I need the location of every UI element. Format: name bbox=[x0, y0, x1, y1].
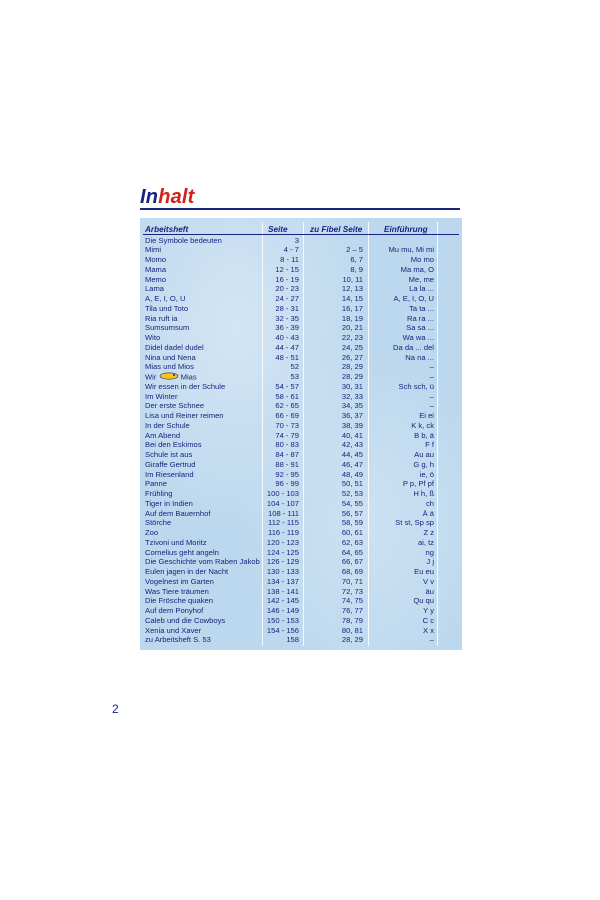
row-seite: 84 - 87 bbox=[275, 450, 299, 459]
row-seite: 24 - 27 bbox=[275, 294, 299, 303]
row-seite: 66 - 69 bbox=[275, 411, 299, 420]
row-title: Mama bbox=[145, 264, 167, 274]
table-row bbox=[0, 489, 600, 499]
table-row bbox=[0, 401, 600, 411]
row-seite: 48 - 51 bbox=[275, 352, 299, 362]
row-seite: 158 bbox=[286, 635, 299, 645]
table-row bbox=[0, 362, 600, 372]
row-seite: 150 - 153 bbox=[266, 615, 299, 625]
row-title: Lama bbox=[145, 284, 164, 294]
title-part-2: halt bbox=[158, 186, 195, 208]
row-fibel-seite: 24, 25 bbox=[341, 342, 363, 352]
row-seite: 74 - 79 bbox=[275, 430, 299, 440]
table-row bbox=[0, 635, 600, 645]
row-title: Mimi bbox=[145, 245, 162, 255]
row-title: Am Abend bbox=[145, 430, 181, 440]
row-title: Störche bbox=[145, 518, 172, 528]
table-row bbox=[0, 440, 600, 450]
row-einfuehrung: Na na ... bbox=[405, 352, 434, 362]
row-einfuehrung: Sch sch, ü bbox=[398, 381, 434, 391]
row-seite: 142 - 145 bbox=[266, 596, 299, 606]
row-title: Im Riesenland bbox=[145, 469, 194, 479]
row-einfuehrung: V v bbox=[423, 576, 434, 586]
row-einfuehrung: Ta ta ... bbox=[409, 303, 434, 313]
table-body bbox=[0, 236, 600, 646]
row-fibel-seite: 12, 13 bbox=[341, 284, 363, 294]
row-seite: 40 - 43 bbox=[275, 333, 299, 342]
table-row bbox=[0, 421, 600, 431]
row-fibel-seite: 6, 7 bbox=[350, 255, 363, 264]
row-seite: 120 - 123 bbox=[266, 537, 299, 547]
row-title: Ria ruft ia bbox=[145, 313, 178, 323]
table-row bbox=[0, 333, 600, 343]
row-fibel-seite: 36, 37 bbox=[341, 411, 363, 420]
page-title bbox=[140, 186, 195, 209]
row-einfuehrung: La la ... bbox=[409, 284, 434, 294]
row-title: Auf dem Bauernhof bbox=[145, 508, 211, 518]
table-row bbox=[0, 372, 600, 382]
table-row bbox=[0, 557, 600, 567]
row-title: Wir Mias bbox=[145, 372, 197, 382]
row-seite: 58 - 61 bbox=[275, 391, 299, 401]
table-row bbox=[0, 499, 600, 509]
row-title: Caleb und die Cowboys bbox=[145, 615, 226, 625]
row-einfuehrung: – bbox=[429, 401, 434, 411]
row-fibel-seite: 50, 51 bbox=[341, 479, 363, 489]
row-einfuehrung: Sa sa ... bbox=[406, 323, 434, 333]
row-einfuehrung: Z z bbox=[423, 528, 434, 537]
row-seite: 52 bbox=[290, 362, 299, 372]
row-einfuehrung: St st, Sp sp bbox=[395, 518, 434, 528]
row-fibel-seite: 10, 11 bbox=[342, 274, 363, 284]
table-row bbox=[0, 314, 600, 324]
row-einfuehrung: K k, ck bbox=[411, 420, 434, 430]
row-fibel-seite: 28, 29 bbox=[341, 362, 363, 372]
row-seite: 88 - 91 bbox=[275, 459, 299, 469]
row-title: Wir essen in der Schule bbox=[145, 381, 226, 391]
row-title: Momo bbox=[145, 255, 167, 264]
row-fibel-seite: 54, 55 bbox=[341, 498, 363, 508]
row-einfuehrung: Da da ... del bbox=[393, 342, 434, 352]
row-title: Bei den Eskimos bbox=[145, 440, 202, 450]
table-row bbox=[0, 284, 600, 294]
row-seite: 8 - 11 bbox=[280, 255, 299, 264]
row-fibel-seite: 38, 39 bbox=[341, 420, 363, 430]
row-fibel-seite: 16, 17 bbox=[341, 303, 363, 313]
row-seite: 100 - 103 bbox=[266, 489, 299, 498]
table-row bbox=[0, 548, 600, 558]
table-row bbox=[0, 538, 600, 548]
row-fibel-seite: 22, 23 bbox=[341, 333, 363, 342]
row-einfuehrung: B b, ä bbox=[414, 430, 434, 440]
row-einfuehrung: – bbox=[429, 635, 434, 645]
row-einfuehrung: G g, h bbox=[413, 459, 434, 469]
row-title: Giraffe Gertrud bbox=[145, 459, 196, 469]
row-fibel-seite: 30, 31 bbox=[341, 381, 363, 391]
table-row bbox=[0, 518, 600, 528]
row-einfuehrung: Ei ei bbox=[419, 411, 434, 420]
row-einfuehrung: Y y bbox=[423, 606, 434, 615]
row-fibel-seite: 72, 73 bbox=[341, 586, 363, 596]
header-seite: Seite bbox=[268, 225, 288, 234]
row-seite: 36 - 39 bbox=[275, 323, 299, 333]
row-seite: 92 - 95 bbox=[275, 469, 299, 479]
table-row bbox=[0, 245, 600, 255]
table-row bbox=[0, 626, 600, 636]
row-fibel-seite: 28, 29 bbox=[341, 372, 363, 381]
row-title: Was Tiere träumen bbox=[145, 586, 209, 596]
row-fibel-seite: 76, 77 bbox=[341, 606, 363, 615]
row-fibel-seite: 48, 49 bbox=[341, 469, 363, 479]
row-seite: 54 - 57 bbox=[275, 381, 299, 391]
table-row bbox=[0, 567, 600, 577]
row-title: Auf dem Ponyhof bbox=[145, 606, 204, 615]
row-title: Frühling bbox=[145, 489, 173, 498]
row-seite: 108 - 111 bbox=[268, 508, 299, 518]
row-title: Cornelius geht angeln bbox=[145, 547, 219, 557]
table-row bbox=[0, 509, 600, 519]
row-einfuehrung: ai, tz bbox=[417, 537, 434, 547]
row-seite: 32 - 35 bbox=[275, 313, 299, 323]
row-seite: 130 - 133 bbox=[266, 567, 299, 576]
row-seite: 124 - 125 bbox=[266, 547, 299, 557]
row-seite: 20 - 23 bbox=[275, 284, 299, 294]
row-einfuehrung: Mo mo bbox=[410, 255, 434, 264]
row-fibel-seite: 32, 33 bbox=[341, 391, 363, 401]
table-row bbox=[0, 236, 600, 246]
row-fibel-seite: 42, 43 bbox=[341, 440, 363, 450]
row-einfuehrung: Ma ma, O bbox=[400, 264, 434, 274]
row-title: Sumsumsum bbox=[145, 323, 190, 333]
row-seite: 138 - 141 bbox=[266, 586, 299, 596]
row-einfuehrung: H h, ß bbox=[413, 489, 434, 498]
table-row bbox=[0, 606, 600, 616]
row-fibel-seite: 70, 71 bbox=[341, 576, 363, 586]
row-seite: 104 - 107 bbox=[266, 498, 299, 508]
row-title: In der Schule bbox=[145, 420, 190, 430]
row-title: A, E, I, O, U bbox=[145, 294, 186, 303]
table-row bbox=[0, 450, 600, 460]
row-einfuehrung: – bbox=[429, 362, 434, 372]
row-einfuehrung: Au au bbox=[414, 450, 434, 459]
title-rule bbox=[140, 208, 460, 210]
table-row bbox=[0, 411, 600, 421]
row-fibel-seite: 34, 35 bbox=[341, 401, 363, 411]
row-seite: 4 - 7 bbox=[283, 245, 299, 255]
row-fibel-seite: 68, 69 bbox=[341, 567, 363, 576]
table-row bbox=[0, 255, 600, 265]
row-einfuehrung: X x bbox=[423, 625, 434, 635]
row-seite: 70 - 73 bbox=[275, 420, 299, 430]
row-einfuehrung: ch bbox=[425, 498, 434, 508]
row-title: Mias und Mios bbox=[145, 362, 194, 372]
row-seite: 53 bbox=[290, 372, 299, 381]
row-title: Panne bbox=[145, 479, 167, 489]
row-title: Wito bbox=[145, 333, 161, 342]
row-fibel-seite: 26, 27 bbox=[341, 352, 363, 362]
row-fibel-seite: 78, 79 bbox=[341, 615, 363, 625]
row-einfuehrung: äu bbox=[425, 586, 434, 596]
row-einfuehrung: Ä ä bbox=[422, 508, 434, 518]
row-einfuehrung: – bbox=[429, 372, 434, 381]
row-seite: 146 - 149 bbox=[266, 606, 299, 615]
table-row bbox=[0, 479, 600, 489]
table-row bbox=[0, 431, 600, 441]
header-arbeitsheft: Arbeitsheft bbox=[145, 225, 189, 234]
row-seite: 116 - 119 bbox=[268, 528, 299, 537]
row-title: Tzivoni und Moritz bbox=[145, 537, 207, 547]
row-fibel-seite: 18, 19 bbox=[341, 313, 363, 323]
row-einfuehrung: C c bbox=[422, 615, 434, 625]
table-row bbox=[0, 343, 600, 353]
table-row bbox=[0, 470, 600, 480]
row-seite: 44 - 47 bbox=[275, 342, 299, 352]
table-row bbox=[0, 265, 600, 275]
table-row bbox=[0, 528, 600, 538]
title-part-1: In bbox=[140, 186, 159, 208]
row-einfuehrung: Mu mu, Mi mi bbox=[388, 245, 434, 255]
row-fibel-seite: 62, 63 bbox=[341, 537, 363, 547]
row-fibel-seite: 46, 47 bbox=[341, 459, 363, 469]
row-seite: 62 - 65 bbox=[275, 401, 299, 411]
row-fibel-seite: 52, 53 bbox=[341, 489, 363, 498]
row-title: Die Frösche quaken bbox=[145, 596, 213, 606]
row-seite: 112 - 115 bbox=[268, 518, 299, 528]
row-fibel-seite: 28, 29 bbox=[341, 635, 363, 645]
table-row bbox=[0, 596, 600, 606]
row-fibel-seite: 66, 67 bbox=[341, 557, 363, 567]
row-title: Xenia und Xaver bbox=[145, 625, 202, 635]
row-einfuehrung: Ra ra ... bbox=[406, 313, 434, 323]
table-row bbox=[0, 323, 600, 333]
row-title: Eulen jagen in der Nacht bbox=[145, 567, 229, 576]
row-fibel-seite: 14, 15 bbox=[341, 294, 363, 303]
row-seite: 154 - 156 bbox=[266, 625, 299, 635]
header-fibel-seite: zu Fibel Seite bbox=[310, 225, 363, 234]
row-fibel-seite: 2 – 5 bbox=[346, 245, 363, 255]
row-title: Tiger in Indien bbox=[145, 498, 193, 508]
row-title: Vogelnest im Garten bbox=[145, 576, 214, 586]
row-fibel-seite: 74, 75 bbox=[341, 596, 363, 606]
row-seite: 28 - 31 bbox=[275, 303, 299, 313]
row-title: Zoo bbox=[145, 528, 159, 537]
row-fibel-seite: 58, 59 bbox=[341, 518, 363, 528]
table-row bbox=[0, 382, 600, 392]
table-row bbox=[0, 294, 600, 304]
row-title: Tila und Toto bbox=[145, 303, 189, 313]
row-fibel-seite: 20, 21 bbox=[341, 323, 363, 333]
row-seite: 12 - 15 bbox=[275, 264, 299, 274]
row-title: Lisa und Reiner reimen bbox=[145, 411, 224, 420]
row-title: Der erste Schnee bbox=[145, 401, 205, 411]
row-einfuehrung: Wa wa ... bbox=[402, 333, 434, 342]
row-fibel-seite: 40, 41 bbox=[341, 430, 363, 440]
row-title: Die Geschichte vom Raben Jakob bbox=[145, 557, 260, 567]
row-fibel-seite: 56, 57 bbox=[341, 508, 363, 518]
row-title: Schule ist aus bbox=[145, 450, 193, 459]
row-title: Didel dadel dudel bbox=[145, 342, 204, 352]
table-row bbox=[0, 275, 600, 285]
table-row bbox=[0, 577, 600, 587]
page-number: 2 bbox=[112, 702, 119, 716]
row-fibel-seite: 44, 45 bbox=[341, 450, 363, 459]
table-row bbox=[0, 587, 600, 597]
row-einfuehrung: A, E, I, O, U bbox=[393, 294, 434, 303]
row-seite: 3 bbox=[294, 235, 299, 245]
row-einfuehrung: J j bbox=[426, 557, 434, 567]
row-title: zu Arbeitsheft S. 53 bbox=[145, 635, 211, 645]
row-einfuehrung: P p, Pf pf bbox=[402, 479, 434, 489]
row-seite: 80 - 83 bbox=[275, 440, 299, 450]
row-einfuehrung: ie, ö bbox=[419, 469, 434, 479]
row-seite: 96 - 99 bbox=[275, 479, 299, 489]
row-fibel-seite: 64, 65 bbox=[341, 547, 363, 557]
row-einfuehrung: Qu qu bbox=[413, 596, 434, 606]
row-seite: 126 - 129 bbox=[266, 557, 299, 567]
row-einfuehrung: Me, me bbox=[408, 274, 434, 284]
header-einfuehrung: Einführung bbox=[384, 225, 428, 234]
row-title: Nina und Nena bbox=[145, 352, 196, 362]
row-einfuehrung: F f bbox=[425, 440, 434, 450]
row-seite: 16 - 19 bbox=[275, 274, 299, 284]
table-row bbox=[0, 392, 600, 402]
table-row bbox=[0, 616, 600, 626]
table-row bbox=[0, 353, 600, 363]
row-title: Die Symbole bedeuten bbox=[145, 235, 222, 245]
row-fibel-seite: 8, 9 bbox=[350, 264, 363, 274]
row-title: Im Winter bbox=[145, 391, 178, 401]
row-fibel-seite: 80, 81 bbox=[341, 625, 363, 635]
table-row bbox=[0, 304, 600, 314]
row-einfuehrung: Eu eu bbox=[414, 567, 434, 576]
row-einfuehrung: – bbox=[429, 391, 434, 401]
row-fibel-seite: 60, 61 bbox=[341, 528, 363, 537]
table-row bbox=[0, 460, 600, 470]
row-title: Memo bbox=[145, 274, 167, 284]
row-seite: 134 - 137 bbox=[266, 576, 299, 586]
row-einfuehrung: ng bbox=[425, 547, 434, 557]
